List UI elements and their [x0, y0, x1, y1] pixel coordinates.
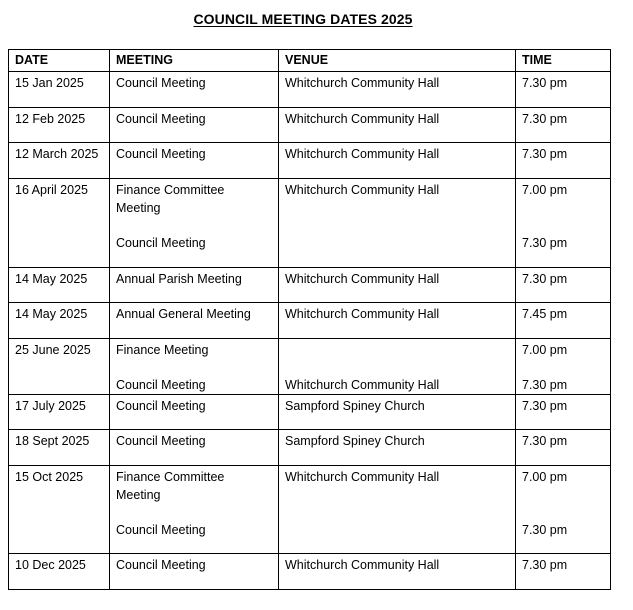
meeting-cell: Council Meeting: [110, 395, 279, 430]
table-header-row: [9, 50, 611, 72]
time-cell: 7.30 pm: [516, 143, 611, 179]
meeting-cell: Council Meeting: [110, 143, 279, 179]
date-cell: 14 May 2025: [9, 303, 110, 339]
venue-cell: Sampford Spiney Church: [279, 430, 516, 466]
venue-cell: Whitchurch Community Hall: [279, 303, 516, 339]
time-value: 7.30 pm: [522, 378, 568, 392]
meeting-name: Finance Committee Meeting: [116, 183, 225, 215]
meeting-name: Council Meeting: [116, 523, 206, 537]
time-cell: 7.30 pm: [516, 430, 611, 466]
time-cell: [516, 179, 611, 268]
table-row: [9, 268, 611, 303]
meeting-name: Council Meeting: [116, 378, 206, 392]
time-cell: [516, 339, 611, 395]
venue-cell: Whitchurch Community Hall: [279, 466, 516, 554]
table-row: [9, 108, 611, 143]
date-cell: 12 March 2025: [9, 143, 110, 179]
table-row: [9, 179, 611, 268]
meeting-dates-table: [8, 49, 611, 590]
column-header-date: DATE: [9, 50, 110, 72]
date-cell: 17 July 2025: [9, 395, 110, 430]
table-row: [9, 303, 611, 339]
table-row: [9, 430, 611, 466]
time-cell: 7.30 pm: [516, 268, 611, 303]
date-cell: 25 June 2025: [9, 339, 110, 395]
table-row: [9, 395, 611, 430]
venue-cell: Whitchurch Community Hall: [279, 179, 516, 268]
meeting-cell: Council Meeting: [110, 108, 279, 143]
time-cell: 7.30 pm: [516, 395, 611, 430]
time-value: 7.30 pm: [522, 236, 568, 250]
venue-cell: Whitchurch Community Hall: [279, 143, 516, 179]
time-cell: 7.30 pm: [516, 554, 611, 590]
meeting-cell: Council Meeting: [110, 430, 279, 466]
date-cell: 14 May 2025: [9, 268, 110, 303]
table-row: [9, 339, 611, 395]
date-cell: 15 Jan 2025: [9, 72, 110, 108]
time-value: 7.00 pm: [522, 343, 568, 357]
venue-cell: Whitchurch Community Hall: [279, 268, 516, 303]
table-row: [9, 466, 611, 554]
meeting-cell: Annual General Meeting: [110, 303, 279, 339]
time-value: 7.00 pm: [522, 470, 568, 484]
page-title: COUNCIL MEETING DATES 2025: [193, 11, 413, 27]
date-cell: 12 Feb 2025: [9, 108, 110, 143]
venue-cell: Sampford Spiney Church: [279, 395, 516, 430]
venue-cell: Whitchurch Community Hall: [279, 108, 516, 143]
date-cell: 10 Dec 2025: [9, 554, 110, 590]
time-value: 7.30 pm: [522, 523, 568, 537]
date-cell: 18 Sept 2025: [9, 430, 110, 466]
meeting-name: Council Meeting: [116, 236, 206, 250]
time-cell: 7.30 pm: [516, 72, 611, 108]
meeting-cell: [110, 339, 279, 395]
table-row: [9, 72, 611, 108]
time-cell: [516, 466, 611, 554]
venue-name: Whitchurch Community Hall: [285, 378, 440, 392]
date-cell: 15 Oct 2025: [9, 466, 110, 554]
meeting-name: Finance Committee Meeting: [116, 470, 225, 502]
meeting-cell: [110, 466, 279, 554]
time-value: 7.00 pm: [522, 183, 568, 197]
meeting-cell: Annual Parish Meeting: [110, 268, 279, 303]
table-row: [9, 554, 611, 590]
venue-cell: Whitchurch Community Hall: [279, 554, 516, 590]
column-header-venue: VENUE: [279, 50, 516, 72]
meeting-cell: Council Meeting: [110, 72, 279, 108]
time-cell: 7.30 pm: [516, 108, 611, 143]
column-header-time: TIME: [516, 50, 611, 72]
meeting-cell: [110, 179, 279, 268]
date-cell: 16 April 2025: [9, 179, 110, 268]
meeting-name: Finance Meeting: [116, 343, 209, 357]
venue-cell: Whitchurch Community Hall: [279, 72, 516, 108]
meeting-cell: Council Meeting: [110, 554, 279, 590]
table-row: [9, 143, 611, 179]
column-header-meeting: MEETING: [110, 50, 279, 72]
time-cell: 7.45 pm: [516, 303, 611, 339]
venue-cell: [279, 339, 516, 395]
